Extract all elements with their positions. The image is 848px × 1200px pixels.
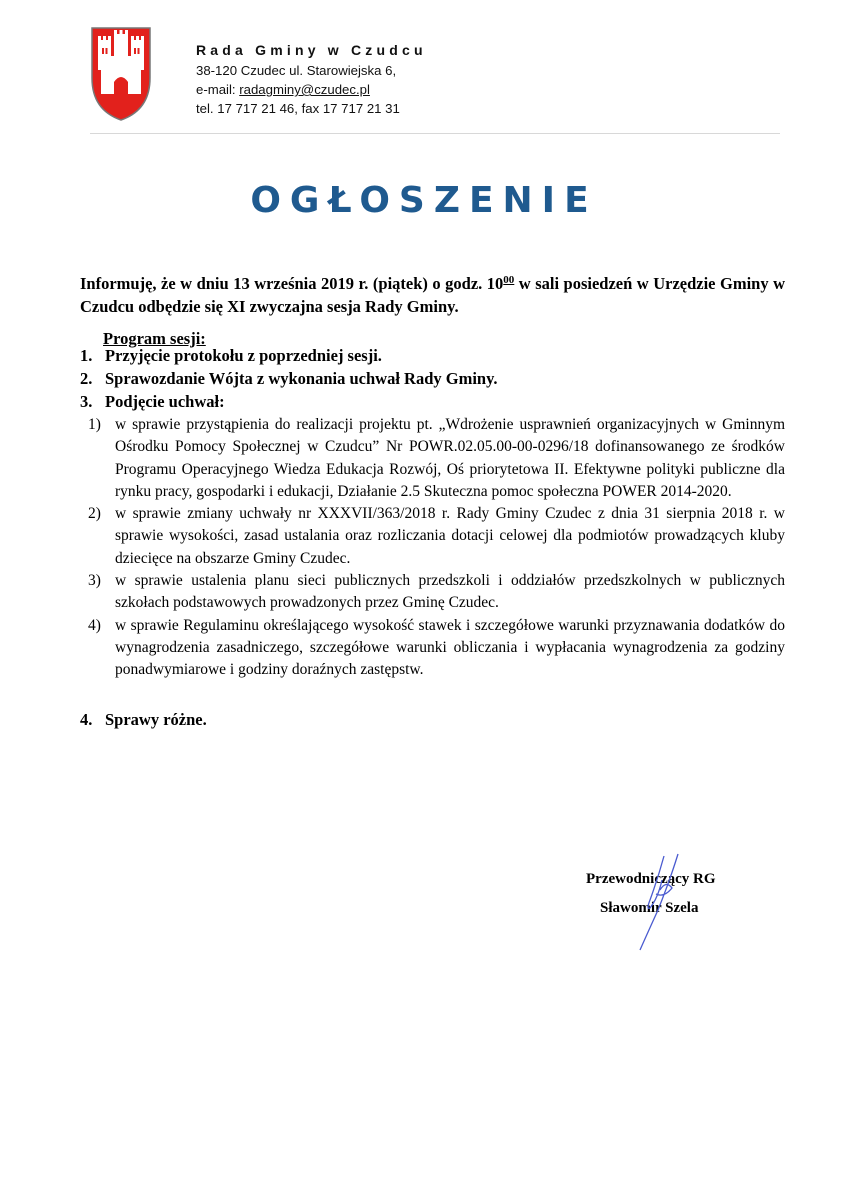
sub-text: w sprawie ustalenia planu sieci publicznych przedszkoli i oddziałów przedszkolnych w publicznych szkołach podstawowych prowadzonych przez Gminę Czudec. <box>115 572 785 612</box>
sub-number: 3) <box>88 572 101 590</box>
resolution-item-1 <box>88 414 785 503</box>
announcement-intro <box>80 272 785 318</box>
org-email-line <box>196 80 427 99</box>
sub-text: w sprawie przystąpienia do realizacji projektu pt. „Wdrożenie usprawnień organizacyjnych w Gminnym Ośrodku Pomocy Społecznej w Czudcu” Nr POWR.02.05.00-00-0296/18 dofinansowanego ze środków Programu Operacyjnego Wiedza Edukacja Rozwój, Oś priorytetowa II. Efektywne polityki publiczne dla rynku pracy, gospodarki i edukacji, Działanie 2.5 Skuteczna pomoc społeczna POWER 2014-2020. <box>115 416 785 500</box>
item-number: 2. <box>80 369 93 388</box>
item-text: Przyjęcie protokołu z poprzedniej sesji. <box>105 346 382 365</box>
sub-number: 1) <box>88 416 101 433</box>
item-text: Sprawozdanie Wójta z wykonania uchwał Rady Gminy. <box>105 369 498 388</box>
program-item-2 <box>80 369 498 389</box>
resolution-item-3 <box>88 570 785 615</box>
handwritten-signature <box>600 850 700 955</box>
item-number: 4. <box>80 710 93 729</box>
intro-text-end: w sali posiedzeń w Urzędzie Gminy w Czudcu odbędzie się XI zwyczajna sesja Rady Gminy. <box>80 274 785 316</box>
item-number: 1. <box>80 346 93 365</box>
org-address: 38-120 Czudec ul. Starowiejska 6, <box>196 63 397 78</box>
page-title: OGŁOSZENIE <box>250 180 598 221</box>
sub-text: w sprawie Regulaminu określającego wysokość stawek i szczegółowe warunki przyznawania dodatków do wynagrodzenia zasadniczego, szczegółowe warunki obliczania i wypłacania wynagrodzenia za godziny ponadwymiarowe i godziny doraźnych zastępstw. <box>115 616 785 679</box>
sub-number: 4) <box>88 616 101 634</box>
letterhead <box>196 42 427 118</box>
program-item-3 <box>80 392 225 412</box>
sub-text: w sprawie zmiany uchwały nr XXXVII/363/2018 r. Rady Gminy Czudec z dnia 31 sierpnia 2018 r. w sprawie wysokości, zasad ustalania oraz rozliczania dotacji celowej dla podmiotów prowadzących kluby dziecięce na obszarze Gminy Czudec. <box>115 505 785 567</box>
item-text: Podjęcie uchwał: <box>105 392 225 411</box>
org-name: Rada Gminy w Czudcu <box>196 42 427 58</box>
item-text: Sprawy różne. <box>105 710 207 729</box>
email-link[interactable]: radagminy@czudec.pl <box>239 82 370 97</box>
item-number: 3. <box>80 392 93 411</box>
program-item-1 <box>80 346 382 366</box>
intro-time-minutes: 00 <box>503 274 515 286</box>
program-item-4 <box>80 710 207 730</box>
intro-text-start: Informuję, że w dniu 13 września 2019 r. (piątek) o godz. 10 <box>80 274 504 293</box>
resolutions-list <box>88 414 785 682</box>
coat-of-arms-logo <box>90 26 152 122</box>
resolution-item-4 <box>88 615 785 682</box>
signatory-role: Przewodniczący RG <box>586 871 716 887</box>
org-phone: tel. 17 717 21 46, fax 17 717 21 31 <box>196 101 400 116</box>
email-label: e-mail: <box>196 82 240 97</box>
program-heading: Program sesji: <box>103 329 206 348</box>
resolution-item-2 <box>88 503 785 570</box>
header-divider <box>90 133 780 134</box>
signatory-name: Sławomir Szela <box>600 900 699 916</box>
sub-number: 2) <box>88 505 101 523</box>
